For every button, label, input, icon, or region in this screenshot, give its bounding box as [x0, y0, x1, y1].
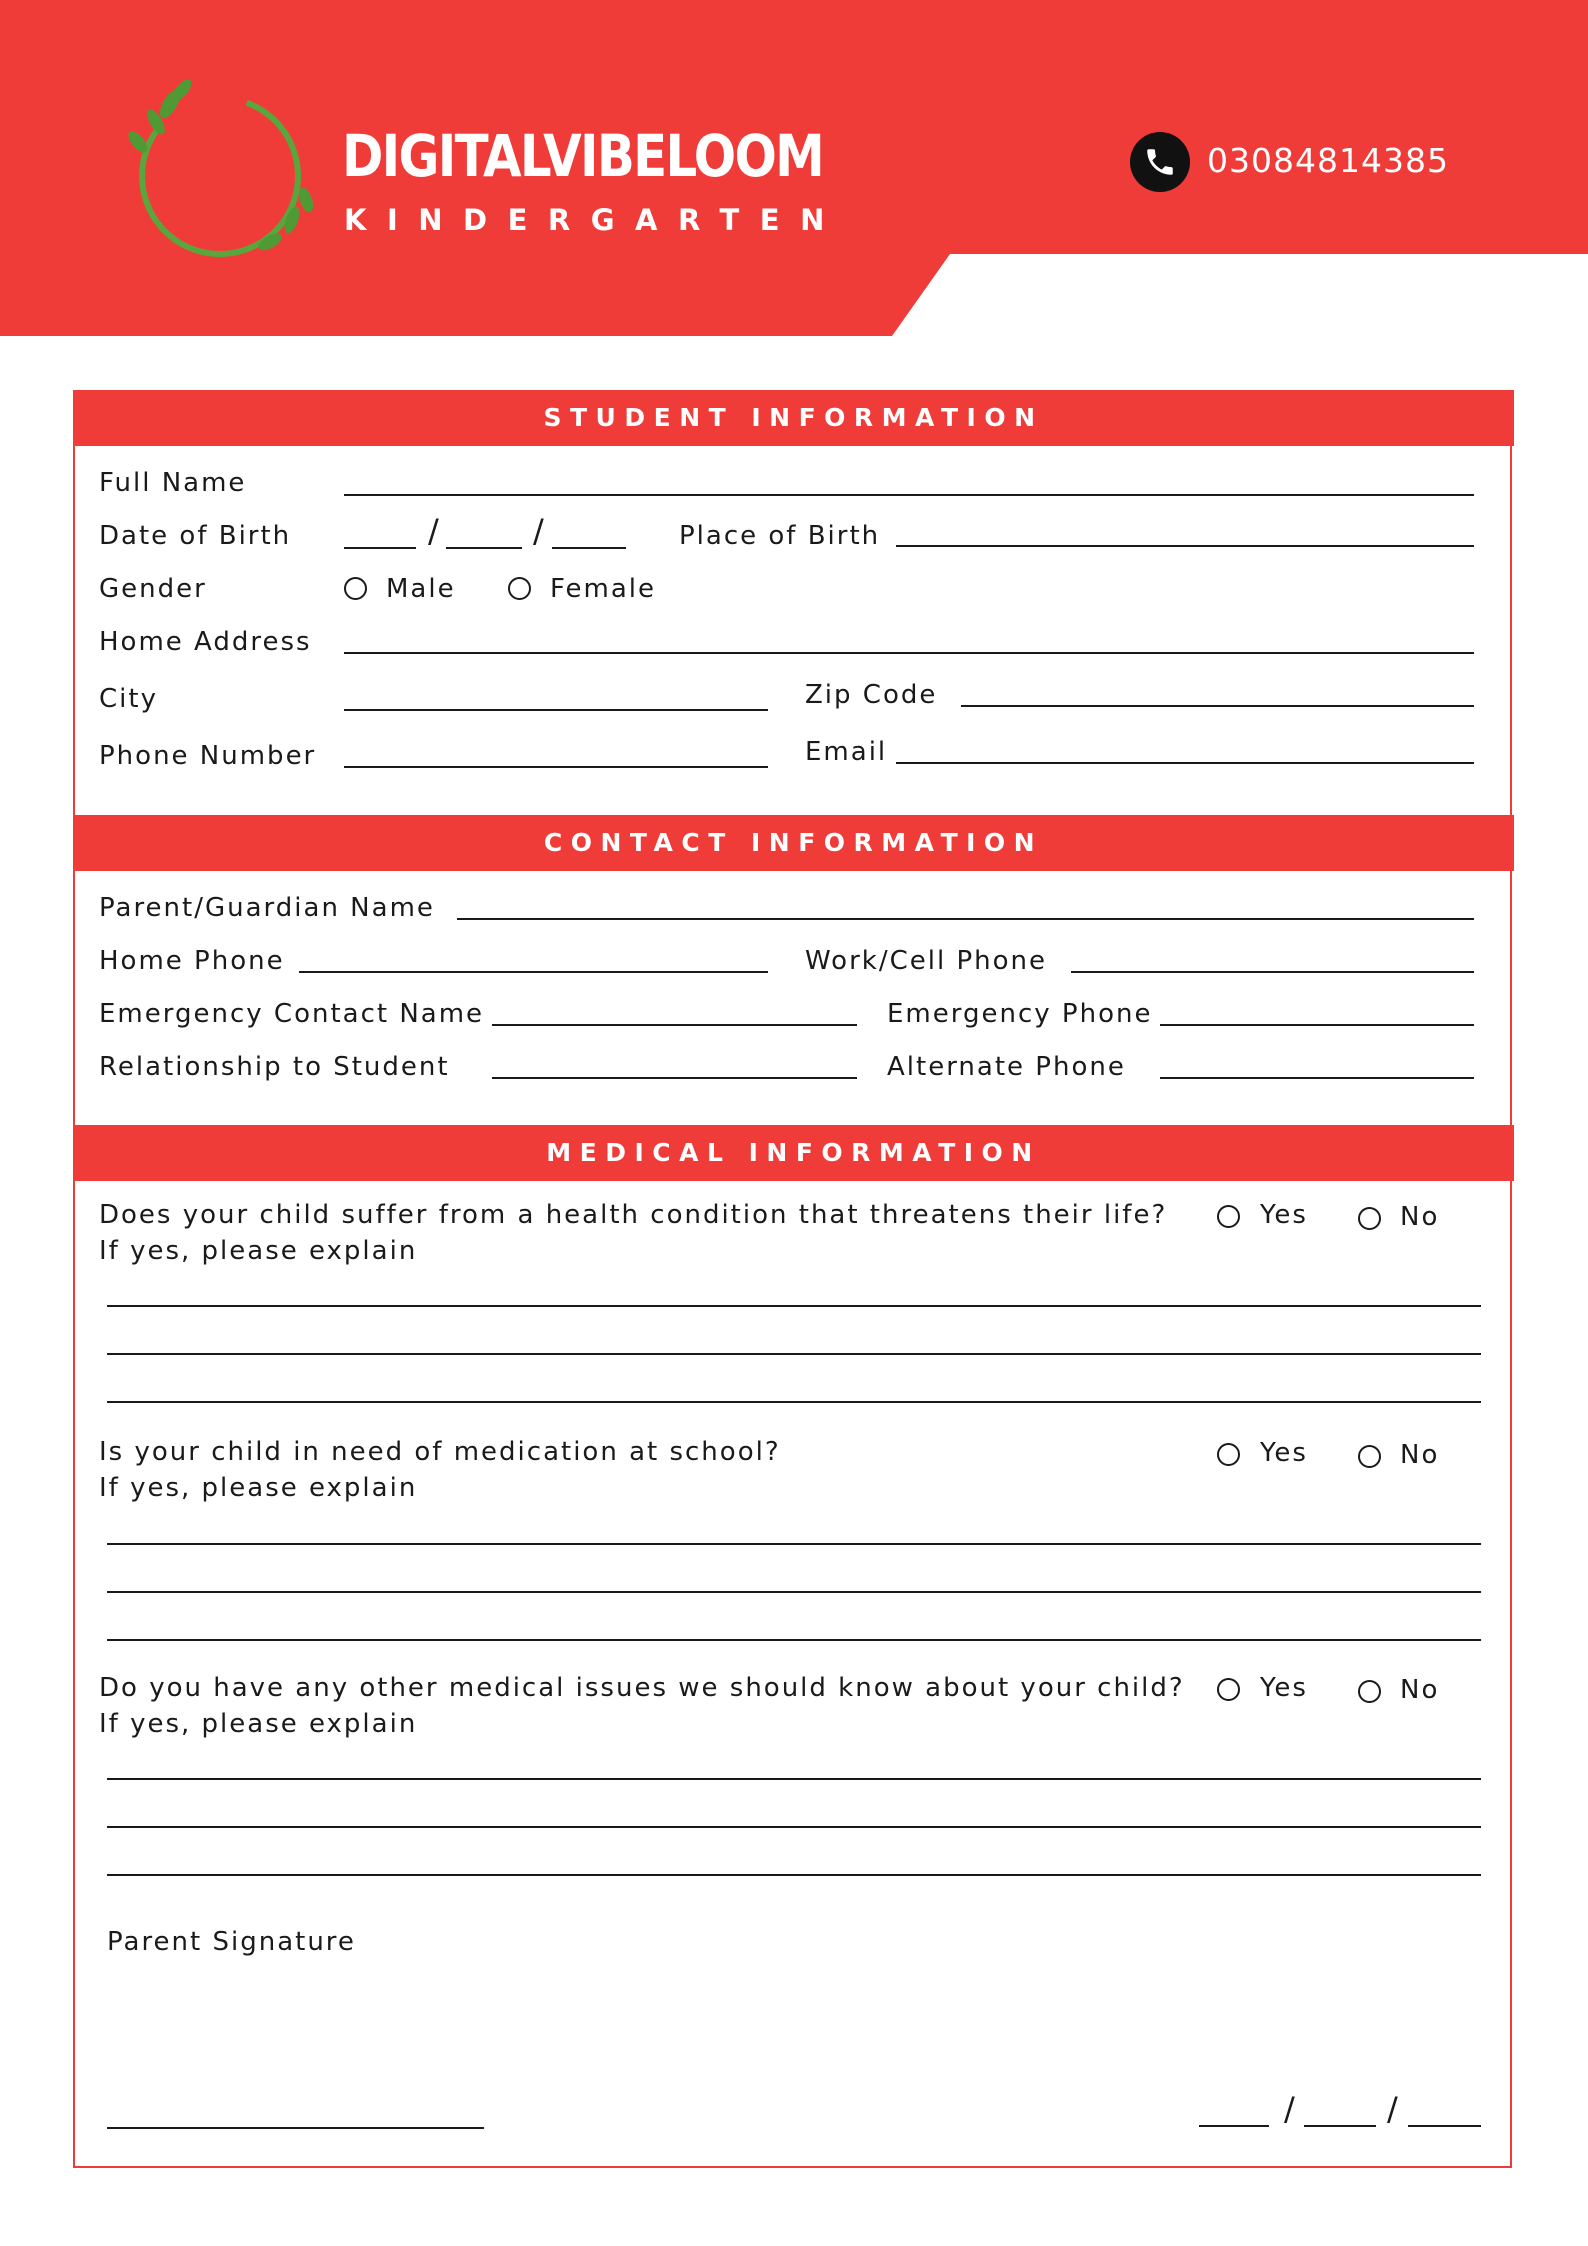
zip-code-label: Zip Code	[805, 680, 938, 710]
brand-subtitle: KINDERGARTEN	[344, 203, 845, 237]
q1-yes-radio[interactable]	[1217, 1205, 1240, 1228]
phone-number-field[interactable]	[344, 766, 768, 768]
home-address-label: Home Address	[99, 627, 312, 657]
q3-no-radio[interactable]	[1358, 1680, 1381, 1703]
emergency-phone-field[interactable]	[1160, 1024, 1474, 1026]
section-contact-information: CONTACT INFORMATION	[73, 815, 1514, 871]
brand-name: DIGITALVIBELOOM	[342, 122, 824, 190]
q2-explain-line-3[interactable]	[107, 1639, 1481, 1641]
dob-month-field[interactable]	[446, 547, 522, 549]
q2-no-radio[interactable]	[1358, 1445, 1381, 1468]
guardian-name-label: Parent/Guardian Name	[99, 893, 435, 923]
emergency-phone-label: Emergency Phone	[887, 999, 1153, 1029]
place-of-birth-field[interactable]	[896, 545, 1474, 547]
leaf-wreath-icon	[120, 70, 330, 270]
gender-male-label: Male	[386, 574, 456, 604]
date-slash: /	[1284, 2090, 1295, 2128]
q1-explain-line-2[interactable]	[107, 1353, 1481, 1355]
home-phone-label: Home Phone	[99, 946, 285, 976]
q3-yes-radio[interactable]	[1217, 1678, 1240, 1701]
alternate-phone-field[interactable]	[1160, 1077, 1474, 1079]
dob-slash: /	[428, 512, 439, 550]
gender-female-label: Female	[550, 574, 657, 604]
phone-number: 03084814385	[1207, 141, 1449, 180]
q2-yes-label: Yes	[1260, 1438, 1308, 1468]
q2-no-label: No	[1400, 1440, 1440, 1470]
alternate-phone-label: Alternate Phone	[887, 1052, 1126, 1082]
parent-signature-field[interactable]	[107, 2127, 484, 2129]
email-label: Email	[805, 737, 888, 767]
place-of-birth-label: Place of Birth	[679, 521, 881, 551]
relationship-field[interactable]	[492, 1077, 857, 1079]
medical-explain-3: If yes, please explain	[99, 1709, 418, 1739]
signature-date-day-field[interactable]	[1199, 2125, 1269, 2127]
dob-year-field[interactable]	[552, 547, 626, 549]
email-field[interactable]	[896, 762, 1474, 764]
work-phone-field[interactable]	[1071, 971, 1474, 973]
parent-signature-label: Parent Signature	[107, 1927, 356, 1957]
q3-explain-line-1[interactable]	[107, 1778, 1481, 1780]
gender-female-radio[interactable]	[508, 577, 531, 600]
medical-explain-1: If yes, please explain	[99, 1236, 418, 1266]
q3-no-label: No	[1400, 1675, 1440, 1705]
section-student-information: STUDENT INFORMATION	[73, 390, 1514, 446]
q3-explain-line-3[interactable]	[107, 1874, 1481, 1876]
home-phone-field[interactable]	[299, 971, 768, 973]
q2-explain-line-2[interactable]	[107, 1591, 1481, 1593]
dob-day-field[interactable]	[344, 547, 416, 549]
relationship-label: Relationship to Student	[99, 1052, 450, 1082]
signature-date-year-field[interactable]	[1408, 2125, 1481, 2127]
signature-date-month-field[interactable]	[1304, 2125, 1376, 2127]
q1-explain-line-3[interactable]	[107, 1401, 1481, 1403]
guardian-name-field[interactable]	[457, 918, 1474, 920]
section-medical-information: MEDICAL INFORMATION	[73, 1125, 1514, 1181]
q2-yes-radio[interactable]	[1217, 1443, 1240, 1466]
q1-explain-line-1[interactable]	[107, 1305, 1481, 1307]
full-name-field[interactable]	[344, 494, 1474, 496]
medical-explain-2: If yes, please explain	[99, 1473, 418, 1503]
q1-no-label: No	[1400, 1202, 1440, 1232]
full-name-label: Full Name	[99, 468, 247, 498]
phone-icon	[1130, 132, 1190, 192]
q3-yes-label: Yes	[1260, 1673, 1308, 1703]
date-slash: /	[1387, 2090, 1398, 2128]
emergency-contact-name-label: Emergency Contact Name	[99, 999, 485, 1029]
dob-slash: /	[533, 512, 544, 550]
zip-code-field[interactable]	[961, 705, 1474, 707]
city-label: City	[99, 684, 158, 714]
q1-no-radio[interactable]	[1358, 1207, 1381, 1230]
home-address-field[interactable]	[344, 652, 1474, 654]
q2-explain-line-1[interactable]	[107, 1543, 1481, 1545]
work-phone-label: Work/Cell Phone	[805, 946, 1047, 976]
q3-explain-line-2[interactable]	[107, 1826, 1481, 1828]
gender-label: Gender	[99, 574, 207, 604]
date-of-birth-label: Date of Birth	[99, 521, 292, 551]
medical-question-1: Does your child suffer from a health condition that threatens their life?	[99, 1200, 1168, 1230]
gender-male-radio[interactable]	[344, 577, 367, 600]
medical-question-2: Is your child in need of medication at school?	[99, 1437, 781, 1467]
city-field[interactable]	[344, 709, 768, 711]
emergency-contact-name-field[interactable]	[492, 1024, 857, 1026]
q1-yes-label: Yes	[1260, 1200, 1308, 1230]
phone-number-label: Phone Number	[99, 741, 317, 771]
medical-question-3: Do you have any other medical issues we should know about your child?	[99, 1673, 1185, 1703]
